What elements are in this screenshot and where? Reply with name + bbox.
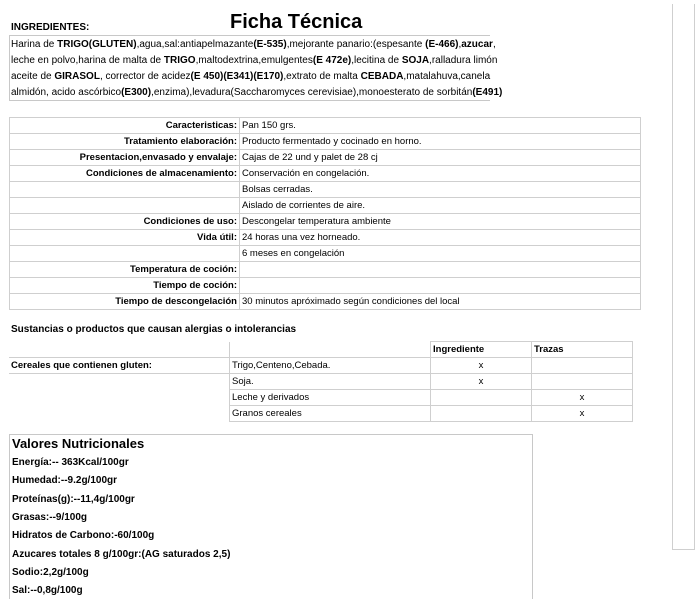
allergen-row: [9, 390, 633, 406]
allergen-name: Granos cereales: [230, 406, 431, 422]
spec-value: [240, 278, 641, 294]
ingredient-text: ,lecitina de: [351, 55, 402, 66]
ingredient-text: (E-535): [253, 39, 287, 50]
allergen-name: Leche y derivados: [230, 390, 431, 406]
ingredient-text: Harina de: [11, 39, 58, 50]
nutrition-line: Energía:-- 363Kcal/100gr: [12, 457, 129, 468]
spec-row: [10, 118, 641, 134]
allergens-header-empty: [9, 342, 230, 358]
ingredient-text: SOJA: [401, 55, 430, 66]
ingredients-line-1: [11, 38, 496, 51]
ingredients-line-4: [11, 86, 502, 99]
allergens-header-empty-2: [230, 342, 431, 358]
spec-row: [10, 294, 641, 310]
spec-label: Tratamiento elaboración:: [10, 134, 240, 150]
allergen-group: Cereales que contienen gluten:: [9, 358, 230, 374]
spec-value: Conservación en congelación.: [240, 166, 641, 182]
allergen-ingredient-mark: x: [431, 358, 532, 374]
spec-label: [10, 182, 240, 198]
ingredient-text: TRIGO(GLUTEN): [57, 39, 137, 50]
allergen-group: [9, 374, 230, 390]
allergen-traces-mark: x: [532, 406, 633, 422]
spec-row: [10, 182, 641, 198]
col-traces-header: Trazas: [532, 342, 633, 358]
allergen-name: Soja.: [230, 374, 431, 390]
ingredient-text: (E 450)(E341)(E170): [190, 71, 284, 82]
ingredient-text: ,matalahuva,canela: [403, 71, 491, 82]
ingredients-line-2: [11, 54, 497, 67]
allergen-name: Trigo,Centeno,Cebada.: [230, 358, 431, 374]
spec-row: [10, 230, 641, 246]
nutrition-line: Proteínas(g):--11,4g/100gr: [12, 493, 135, 505]
spec-label: Caracteristicas:: [10, 118, 240, 134]
spec-label: Tiempo de coción:: [10, 278, 240, 294]
allergen-group: [9, 406, 230, 422]
spec-value: Producto fermentado y cocinado en horno.: [240, 134, 641, 150]
ingredient-text: (E491): [472, 87, 503, 98]
spec-value: Pan 150 grs.: [240, 118, 641, 134]
ingredient-text: azucar: [461, 39, 493, 50]
spec-value: Bolsas cerradas.: [240, 182, 641, 198]
allergen-row: [9, 406, 633, 422]
spec-value: Descongelar temperatura ambiente: [240, 214, 641, 230]
spec-value: Aislado de corrientes de aire.: [240, 198, 641, 214]
ingredient-text: leche en polvo,harina de malta de: [11, 55, 164, 66]
ingredient-text: TRIGO: [163, 55, 196, 66]
allergen-group: [9, 390, 230, 406]
spec-row: [10, 134, 641, 150]
spec-row: [10, 246, 641, 262]
spec-row: [10, 214, 641, 230]
spec-row: [10, 150, 641, 166]
spec-value: 24 horas una vez horneado.: [240, 230, 641, 246]
ingredient-text: aceite de: [11, 71, 55, 82]
ingredients-line-3: [11, 70, 490, 83]
ingredients-label: INGREDIENTES:: [11, 22, 90, 33]
ingredient-text: ,enzima),levadura(Saccharomyces cerevisiae),monoesterato de sorbitán: [151, 87, 473, 98]
allergens-header-row: [9, 342, 633, 358]
spec-row: [10, 198, 641, 214]
ingredient-text: (E300): [121, 87, 152, 98]
spec-value: 30 minutos apróximado según condiciones del local: [240, 294, 641, 310]
ingredient-text: CEBADA: [360, 71, 404, 82]
col-ingredient-header: Ingrediente: [431, 342, 532, 358]
spec-row: [10, 166, 641, 182]
spec-label: Condiciones de uso:: [10, 214, 240, 230]
spec-label: [10, 198, 240, 214]
spec-row: [10, 262, 641, 278]
ingredient-text: ,agua,sal:antiapelmazante: [136, 39, 254, 50]
next-page-edge: [672, 4, 695, 550]
ingredient-text: ,maltodextrina,emulgentes: [195, 55, 313, 66]
ingredient-text: ,extrato de malta: [283, 71, 361, 82]
ingredient-text: (E-466): [425, 39, 459, 50]
page-title: Ficha Técnica: [230, 11, 363, 33]
nutrition-title: Valores Nutricionales: [12, 436, 145, 451]
spec-label: Condiciones de almacenamiento:: [10, 166, 240, 182]
ingredient-text: ,ralladura limón: [429, 55, 498, 66]
ingredient-text: almidón, acido ascórbico: [11, 87, 122, 98]
ingredient-text: (E 472e): [312, 55, 352, 66]
spec-row: [10, 278, 641, 294]
spec-value: Cajas de 22 und y palet de 28 cj: [240, 150, 641, 166]
allergen-ingredient-mark: [431, 390, 532, 406]
allergen-ingredient-mark: x: [431, 374, 532, 390]
nutrition-line: Sal:--0,8g/100g: [12, 585, 83, 597]
allergen-traces-mark: x: [532, 390, 633, 406]
ingredient-text: , corrector de acidez: [99, 71, 191, 82]
ingredient-text: GIRASOL: [54, 71, 100, 82]
spec-label: Temperatura de coción:: [10, 262, 240, 278]
allergen-traces-mark: [532, 374, 633, 390]
specs-table: [9, 117, 641, 310]
nutrition-line: Grasas:--9/100g: [12, 511, 88, 523]
nutrition-line: Humedad:--9.2g/100gr: [12, 475, 118, 487]
allergens-section-title: Sustancias o productos que causan alergias o intolerancias: [11, 324, 297, 335]
allergen-ingredient-mark: [431, 406, 532, 422]
nutrition-line: Hidratos de Carbono:-60/100g: [12, 530, 155, 542]
allergen-row: [9, 374, 633, 390]
spec-label: Tiempo de descongelación: [10, 294, 240, 310]
spec-label: Vida útil:: [10, 230, 240, 246]
spec-label: Presentacion,envasado y envalaje:: [10, 150, 240, 166]
nutrition-line: Azucares totales 8 g/100gr:(AG saturados 2,5): [12, 548, 231, 560]
ingredient-text: ,mejorante panario:(espesante: [286, 39, 426, 50]
ingredient-text: ,: [492, 39, 496, 50]
allergens-table: [9, 341, 633, 422]
allergen-row: [9, 358, 633, 374]
spec-value: [240, 262, 641, 278]
ingredient-text: ,: [458, 39, 462, 50]
allergen-traces-mark: [532, 358, 633, 374]
spec-value: 6 meses en congelación: [240, 246, 641, 262]
nutrition-line: Sodio:2,2g/100g: [12, 566, 89, 578]
spec-label: [10, 246, 240, 262]
